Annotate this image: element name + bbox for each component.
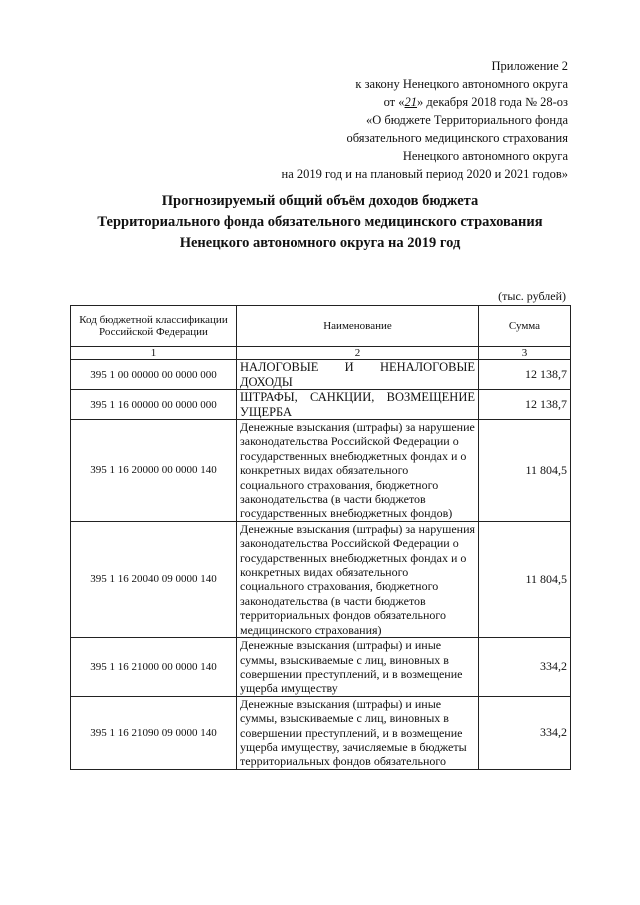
row-code: 395 1 16 20040 09 0000 140 [71, 521, 237, 637]
row-name: Денежные взыскания (штрафы) за нарушения законодательства Российской Федерации о государственных внебюджетных фондах и о конкретных видах обязательного социального страхования, бюджетного законодательства (в части бюджетов территориальных фондов обязательного медицинского страхования) [237, 521, 479, 637]
row-sum: 12 138,7 [479, 360, 571, 390]
appendix-law-title-3: Ненецкого автономного округа [402, 149, 568, 163]
title-line-3: Ненецкого автономного округа на 2019 год [179, 235, 461, 251]
row-code: 395 1 00 00000 00 0000 000 [71, 360, 237, 390]
row-sum: 11 804,5 [479, 420, 571, 522]
row-name: Денежные взыскания (штрафы) и иные суммы, взыскиваемые с лиц, виновных в совершении преступлений, и в возмещение ущерба имуществу [237, 638, 479, 697]
table-row [71, 390, 571, 420]
row-name: ШТРАФЫ, САНКЦИИ, ВОЗМЕЩЕНИЕ УЩЕРБА [237, 390, 479, 420]
handwritten-date-day: 21 [404, 95, 418, 109]
row-name: Денежные взыскания (штрафы) и иные суммы, взыскиваемые с лиц, виновных в совершении преступлений, и в возмещение ущерба имуществу, зачисляемые в бюджеты территориальных фондов обязательного [237, 696, 479, 769]
column-number: 1 [71, 347, 237, 360]
appendix-number: Приложение 2 [491, 59, 568, 73]
row-name: Денежные взыскания (штрафы) за нарушение законодательства Российской Федерации о государственных внебюджетных фондах и о конкретных видах обязательного социального страхования, бюджетного законодательства (в части бюджетов государственных внебюджетных фондов) [237, 420, 479, 522]
table-body [71, 360, 571, 770]
column-number: 2 [237, 347, 479, 360]
appendix-law-title-4: на 2019 год и на плановый период 2020 и 2021 годов» [281, 167, 568, 181]
revenue-table [70, 305, 571, 770]
row-sum: 11 804,5 [479, 521, 571, 637]
row-code: 395 1 16 00000 00 0000 000 [71, 390, 237, 420]
table-header-row [71, 306, 571, 347]
column-number: 3 [479, 347, 571, 360]
appendix-law-title-1: «О бюджете Территориального фонда [365, 113, 568, 127]
row-sum: 334,2 [479, 696, 571, 769]
row-sum: 334,2 [479, 638, 571, 697]
table-row [71, 360, 571, 390]
title-line-2: Территориального фонда обязательного медицинского страхования [97, 214, 543, 230]
table-row [71, 638, 571, 697]
row-code: 395 1 16 21090 09 0000 140 [71, 696, 237, 769]
table-row [71, 521, 571, 637]
header-sum: Сумма [479, 306, 571, 347]
document-title [60, 191, 580, 254]
header-code: Код бюджетной классификации Российской Федерации [71, 306, 237, 347]
appendix-law-ref: к закону Ненецкого автономного округа [355, 77, 568, 91]
title-line-1: Прогнозируемый общий объём доходов бюджета [161, 193, 479, 209]
table-row [71, 420, 571, 522]
row-code: 395 1 16 20000 00 0000 140 [71, 420, 237, 522]
units-label: (тыс. рублей) [498, 289, 566, 303]
header-name: Наименование [237, 306, 479, 347]
appendix-law-date: от «21» декабря 2018 года № 28-оз [383, 95, 568, 109]
appendix-law-title-2: обязательного медицинского страхования [346, 131, 568, 145]
row-sum: 12 138,7 [479, 390, 571, 420]
row-code: 395 1 16 21000 00 0000 140 [71, 638, 237, 697]
row-name: НАЛОГОВЫЕ И НЕНАЛОГОВЫЕ ДОХОДЫ [237, 360, 479, 390]
table-row [71, 696, 571, 769]
appendix-header [282, 57, 568, 183]
column-number-row [71, 347, 571, 360]
